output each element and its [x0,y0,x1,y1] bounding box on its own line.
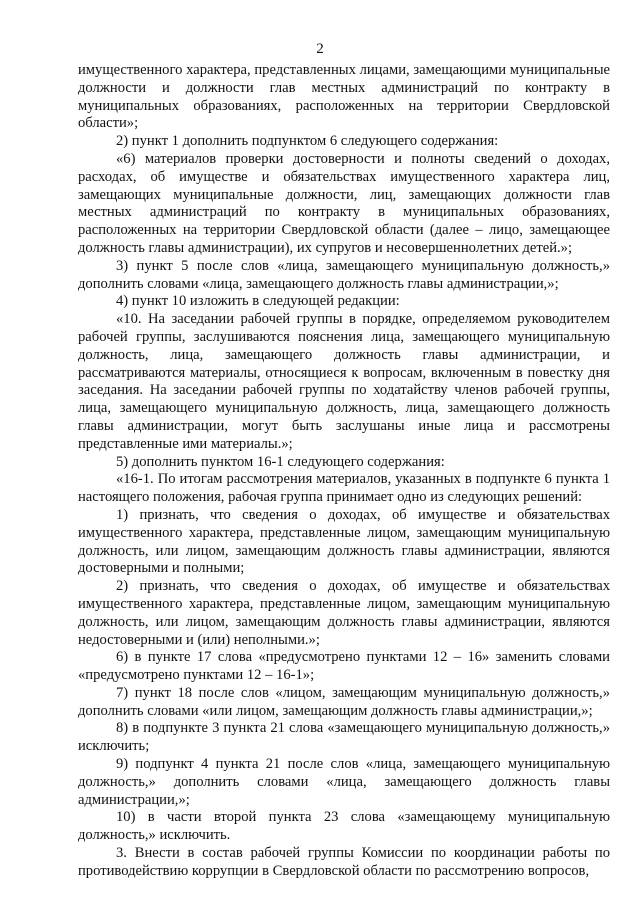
paragraph-item-8: 8) в подпункте 3 пункта 21 слова «замещающего муниципальную должность,» исключить; [78,720,610,755]
paragraph-item-6: 6) в пункте 17 слова «предусмотрено пунктами 12 – 16» заменить словами «предусмотрено пунктами 12 – 16-1»; [78,649,610,684]
paragraph-item-4: 4) пункт 10 изложить в следующей редакции: [116,293,400,310]
document-body [78,62,610,881]
paragraph-item-2: 2) пункт 1 дополнить подпунктом 6 следующего содержания: [116,133,499,150]
paragraph-continuation: имущественного характера, представленных лицами, замещающими муниципальные должности и должности глав местных администраций по контракту в муниципальных образованиях, расположенных на территории Свердловской области»; [78,62,610,132]
paragraph-item-5: 5) дополнить пунктом 16-1 следующего содержания: [116,453,445,470]
paragraph-point-16-1-text: «16-1. По итогам рассмотрения материалов, указанных в подпункте 6 пункта 1 настоящего положения, рабочая группа принимает одно из следующих решений: [78,471,610,506]
paragraph-point-10-text: «10. На заседании рабочей группы в порядке, определяемом руководителем рабочей группы, заслушиваются пояснения лица, замещающего муниципальную должность, лица, замещающего должность главы администрации, и рассматриваются материалы, относящиеся к вопросам, включенным в повестку дня заседания. На заседании рабочей группы по ходатайству членов рабочей группы, лица, замещающего муниципальную должность, лица, замещающего должность главы администрации, могут быть заслушаны иные лица и рассмотрены представленные ими материалы.»; [78,311,610,452]
paragraph-section-3: 3. Внести в состав рабочей группы Комиссии по координации работы по противодействию коррупции в Свердловской области по рассмотрению вопросов, [78,845,610,879]
paragraph-item-7: 7) пункт 18 после слов «лицом, замещающим муниципальную должность,» дополнить словами «или лицом, замещающим должность главы администрации,»; [78,684,610,719]
paragraph-item-9: 9) подпункт 4 пункта 21 после слов «лица, замещающего муниципальную должность,» дополнить словами «лица, замещающего должность главы администрации,»; [78,756,610,808]
paragraph-decision-1: 1) признать, что сведения о доходах, об имуществе и обязательствах имущественного характера, представленные лицом, замещающим муниципальную должность, или лицом, замещающим должность главы администрации, являются достоверными и полными; [78,506,610,577]
paragraph-decision-2: 2) признать, что сведения о доходах, об имуществе и обязательствах имущественного характера, представленные лицом, замещающим муниципальную должность, или лицом, замещающим должность главы администрации, являются недостоверными и (или) неполными.»; [78,578,610,648]
page-number: 2 [316,41,324,57]
paragraph-item-3: 3) пункт 5 после слов «лица, замещающего муниципальную должность,» дополнить словами «лица, замещающего должность главы администрации,»; [78,257,610,292]
paragraph-subitem-6-text: «6) материалов проверки достоверности и полноты сведений о доходах, расходах, об имуществе и обязательствах имущественного характера лиц, замещающих муниципальные должности, лиц, замещающих должности глав местных администраций по контракту в муниципальных образованиях, расположенных на территории Свердловской области (далее – лицо, замещающее должность главы администрации), их супругов и несовершеннолетних детей.»; [78,150,610,256]
paragraph-item-10: 10) в части второй пункта 23 слова «замещающему муниципальную должность,» исключить. [78,809,610,844]
